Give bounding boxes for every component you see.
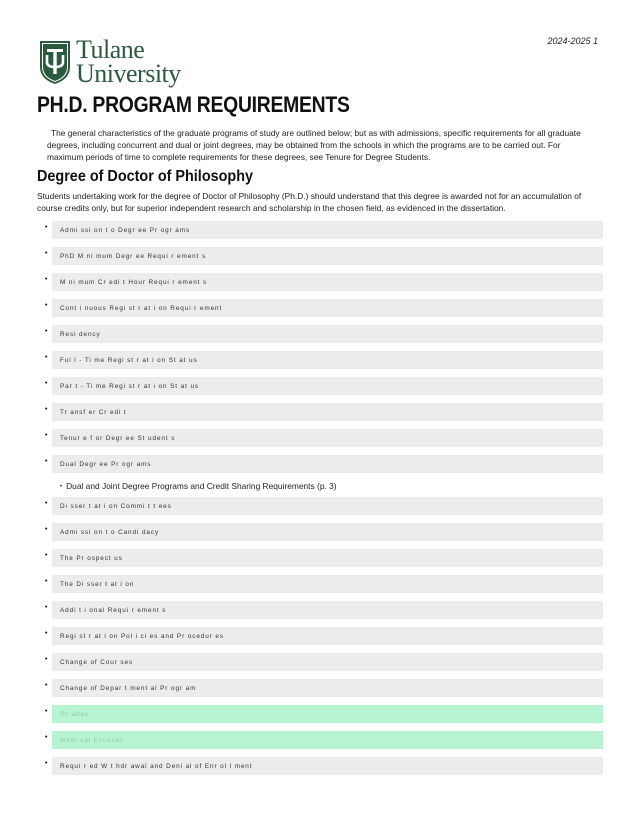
bullet-icon: •	[45, 406, 48, 413]
requirement-link[interactable]: Admi ssi on t o Candi dacy	[52, 523, 603, 541]
bullet-icon: •	[45, 500, 48, 507]
list-item	[0, 627, 640, 653]
sub-item	[60, 481, 337, 491]
list-item	[0, 429, 640, 455]
list-item	[0, 221, 640, 247]
list-item	[0, 299, 640, 325]
logo-line-1: Tulane	[76, 35, 145, 64]
requirement-link[interactable]: Tr ansf er Cr edi t	[52, 403, 603, 421]
bullet-icon: •	[45, 328, 48, 335]
page-number: 2024-2025 1	[547, 36, 598, 46]
requirements-list	[0, 221, 640, 783]
list-item	[0, 575, 640, 601]
bullet-icon: •	[45, 276, 48, 283]
bullet-icon: •	[45, 458, 48, 465]
list-item	[0, 705, 640, 731]
bullet-icon: •	[45, 224, 48, 231]
university-logo	[38, 35, 181, 88]
bullet-icon: •	[45, 526, 48, 533]
list-item	[0, 351, 640, 377]
page-title: PH.D. PROGRAM REQUIREMENTS	[37, 92, 350, 117]
section-description: Students undertaking work for the degree of Doctor of Philosophy (Ph.D.) should understand that this degree is awarded not for an accumulation of course credits only, but for superior independent research and scholarship in the chosen field, as evidenced in the dissertation.	[37, 191, 582, 214]
sub-item-link[interactable]: Dual and Joint Degree Programs and Credit Sharing Requirements (p. 3)	[66, 481, 337, 491]
bullet-icon: •	[45, 604, 48, 611]
sub-list-item	[0, 481, 640, 497]
logo-line-2: University	[76, 58, 181, 88]
section-title: Degree of Doctor of Philosophy	[37, 168, 254, 185]
requirement-link[interactable]: Tenur e f or Degr ee St udent s	[52, 429, 603, 447]
bullet-icon: •	[45, 552, 48, 559]
bullet-icon: •	[45, 656, 48, 663]
list-item	[0, 325, 640, 351]
list-item	[0, 377, 640, 403]
requirement-link-highlighted[interactable]: Medi cal Excuses	[52, 731, 603, 749]
list-item	[0, 455, 640, 481]
bullet-icon: •	[45, 354, 48, 361]
tulane-shield-icon	[38, 39, 72, 85]
bullet-icon: •	[45, 734, 48, 741]
requirement-link[interactable]: The Di sser t at i on	[52, 575, 603, 593]
bullet-icon: •	[45, 630, 48, 637]
requirement-link[interactable]: Addi t i onal Requi r ement s	[52, 601, 603, 619]
list-item	[0, 601, 640, 627]
list-item	[0, 731, 640, 757]
requirement-link[interactable]: Change of Cour ses	[52, 653, 603, 671]
requirement-link[interactable]: Resi dency	[52, 325, 603, 343]
bullet-icon: •	[45, 432, 48, 439]
requirement-link[interactable]: Change of Depar t ment al Pr ogr am	[52, 679, 603, 697]
requirement-link[interactable]: Di sser t at i on Commi t t ees	[52, 497, 603, 515]
requirement-link[interactable]: Requi r ed W t hdr awal and Deni al of Enr ol l ment	[52, 757, 603, 775]
list-item	[0, 523, 640, 549]
list-item	[0, 403, 640, 429]
list-item	[0, 653, 640, 679]
logo-wordmark	[76, 35, 181, 88]
bullet-icon: •	[45, 302, 48, 309]
bullet-icon: •	[45, 682, 48, 689]
requirement-link[interactable]: Dual Degr ee Pr ogr ams	[52, 455, 603, 473]
list-item	[0, 497, 640, 523]
list-item	[0, 679, 640, 705]
bullet-icon: •	[45, 250, 48, 257]
bullet-icon: •	[45, 760, 48, 767]
requirement-link[interactable]: The Pr ospect us	[52, 549, 603, 567]
requirement-link[interactable]: PhD M ni mum Degr ee Requi r ement s	[52, 247, 603, 265]
bullet-icon: •	[45, 380, 48, 387]
list-item	[0, 247, 640, 273]
sub-bullet-icon: •	[60, 484, 63, 490]
requirement-link[interactable]: M ni mum Cr edi t Hour Requi r ement s	[52, 273, 603, 291]
requirement-link[interactable]: Par t - Ti me Regi st r at i on St at us	[52, 377, 603, 395]
intro-paragraph: The general characteristics of the graduate programs of study are outlined below; but as with admissions, specific requirements for all graduate degrees, including concurrent and dual or joint degrees, may be obtained from the schools in which the programs are to be carried out. For maximum periods of time to complete requirements for these degrees, see Tenure for Degree Students.	[47, 128, 581, 163]
requirement-link[interactable]: Cont i nuous Regi st r at i on Requi r ement	[52, 299, 603, 317]
list-item	[0, 757, 640, 783]
bullet-icon: •	[45, 708, 48, 715]
requirement-link[interactable]: Ful l - Ti me Regi st r at i on St at us	[52, 351, 603, 369]
requirement-link[interactable]: Admi ssi on t o Degr ee Pr ogr ams	[52, 221, 603, 239]
list-item	[0, 549, 640, 575]
bullet-icon: •	[45, 578, 48, 585]
requirement-link-highlighted[interactable]: Gr ades	[52, 705, 603, 723]
list-item	[0, 273, 640, 299]
requirement-link[interactable]: Regi st r at i on Pol i ci es and Pr ocedur es	[52, 627, 603, 645]
